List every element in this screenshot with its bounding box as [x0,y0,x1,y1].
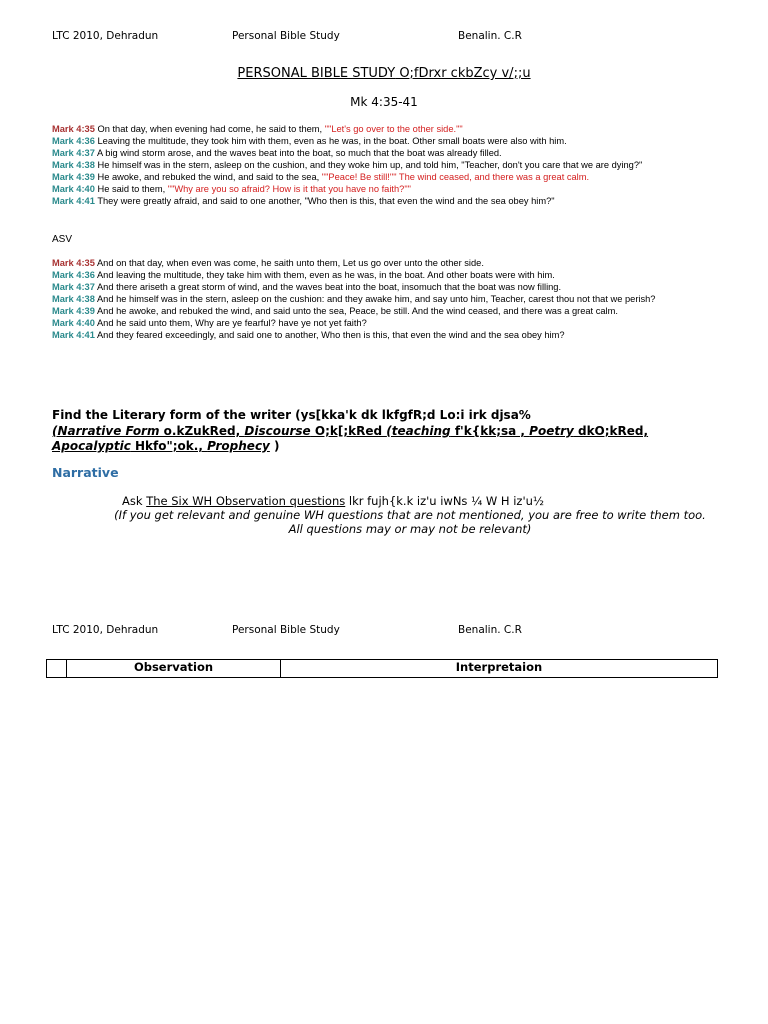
verse-text: And leaving the multitude, they take him with them, even as he was, in the boat. And other boats were with him. [94,270,555,280]
option-teaching: (teaching [386,424,451,438]
verse-label: Mark 4:38 [52,160,95,170]
verse-text: He said to them, [94,184,168,194]
verse-text: He awoke, and rebuked the wind, and said to the sea, [94,172,322,182]
verse [52,257,712,269]
verse-label: Mark 4:39 [52,306,95,316]
verse-words-of-jesus: ""Peace! Be still!"" The wind ceased, and there was a great calm. [321,172,590,182]
option-close: ) [269,439,280,453]
asv-label: ASV [52,234,73,245]
verse-text: They were greatly afraid, and said to one another, "Who then is this, that even the wind and the sea obey him?" [94,196,555,206]
verse [52,123,712,135]
verse-text: And he himself was in the stern, asleep on the cushion: and they awake him, and say unto him, Teacher, carest thou not that we perish? [94,294,656,304]
header-left: LTC 2010, Dehradun [52,624,159,636]
verse-text: And there ariseth a great storm of wind, and the waves beat into the boat, insomuch that the boat was now filling. [94,282,562,292]
verse-label: Mark 4:35 [52,124,95,134]
option-prophecy: Prophecy [207,439,270,453]
option-narrative-hindi: o.kZukRed, [159,424,245,438]
option-poetry-hindi: dkO;kRed, [573,424,649,438]
verse [52,147,712,159]
ask-suffix: lkr fujh{k.k iz'u iwNs ¼ W H iz'u½ [345,494,545,508]
verse-label: Mark 4:37 [52,148,95,158]
header-center: Personal Bible Study [232,30,340,42]
ask-prefix: Ask [122,494,147,508]
verse-text: A big wind storm arose, and the waves beat into the boat, so much that the boat was already filled. [94,148,502,158]
verse-words-of-jesus: ""Let's go over to the other side."" [324,124,463,134]
column-interpretation: Interpretaion [455,660,543,674]
verse-label: Mark 4:37 [52,282,95,292]
verse-text: And they feared exceedingly, and said one to another, Who then is this, that even the wind and the sea obey him? [94,330,565,340]
column-observation: Observation [67,660,281,677]
header-center: Personal Bible Study [232,624,340,636]
verse-text: And he awoke, and rebuked the wind, and said unto the sea, Peace, be still. And the wind ceased, and there was a great calm. [94,306,618,316]
verse [52,159,712,171]
verse-label: Mark 4:40 [52,184,95,194]
verse [52,329,712,341]
literary-form-options-cont [52,439,280,454]
literary-form-heading: Find the Literary form of the writer (ys[kka'k dk lkfgfR;d Lo:i irk djsa% [52,408,531,422]
observation-table [46,659,718,678]
verse [52,293,712,305]
option-apocalyptic: Apocalyptic [52,439,131,453]
verse-text: And he said unto them, Why are ye fearful? have ye not yet faith? [94,318,367,328]
verse-list-asv [52,257,712,341]
verse [52,183,712,195]
title-english: PERSONAL BIBLE STUDY [237,66,396,81]
ask-instruction [122,494,544,508]
option-poetry: Poetry [529,424,574,438]
verse-label: Mark 4:41 [52,330,95,340]
verse-text: Leaving the multitude, they took him with them, even as he was, in the boat. Other small boats were also with him. [94,136,567,146]
verse [52,195,712,207]
verse [52,305,712,317]
table-number-column [47,660,67,677]
verse-label: Mark 4:36 [52,270,95,280]
title-hindi: O;fDrxr ckbZcy v/;;u [395,66,531,81]
verse [52,281,712,293]
verse-label: Mark 4:35 [52,258,95,268]
verse-list-primary [52,123,712,207]
verse-label: Mark 4:39 [52,172,95,182]
literary-form-options [52,424,720,439]
header-right: Benalin. C.R [458,30,522,42]
option-discourse-hindi: O;k[;kRed [310,424,387,438]
option-narrative: (Narrative Form [52,424,160,438]
verse-label: Mark 4:36 [52,136,95,146]
header-right: Benalin. C.R [458,624,522,636]
option-discourse: Discourse [244,424,311,438]
verse-words-of-jesus: ""Why are you so afraid? How is it that you have no faith?"" [167,184,411,194]
header-left: LTC 2010, Dehradun [52,30,159,42]
verse [52,135,712,147]
wh-questions-link: The Six WH Observation questions [146,494,346,508]
verse-label: Mark 4:38 [52,294,95,304]
document-title [0,66,768,81]
verse [52,171,712,183]
verse [52,317,712,329]
verse-text: He himself was in the stern, asleep on the cushion, and they woke him up, and told him, "Teacher, don't you care that we are dying?" [94,160,643,170]
verse [52,269,712,281]
verse-text: And on that day, when even was come, he saith unto them, Let us go over unto the other side. [94,258,484,268]
option-apocalyptic-hindi: Hkfo";ok., [130,439,208,453]
scripture-reference: Mk 4:35-41 [350,95,418,109]
instruction-note: (If you get relevant and genuine WH questions that are not mentioned, you are free to write them too. All questions may or may not be relevant) [114,508,706,536]
narrative-answer: Narrative [52,465,119,480]
option-teaching-hindi: f'k{kk;sa , [450,424,530,438]
verse-label: Mark 4:40 [52,318,95,328]
verse-label: Mark 4:41 [52,196,95,206]
verse-text: On that day, when evening had come, he said to them, [94,124,325,134]
